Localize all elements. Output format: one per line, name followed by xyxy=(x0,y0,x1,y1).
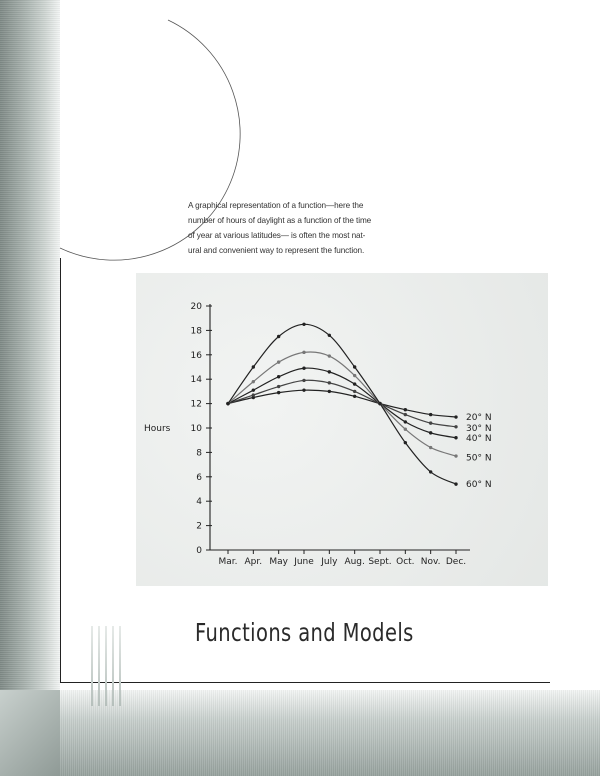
data-point xyxy=(429,470,432,473)
data-point xyxy=(353,374,356,377)
caption-line: ural and convenient way to represent the function. xyxy=(188,246,365,255)
data-point xyxy=(404,441,407,444)
data-point xyxy=(302,388,305,391)
data-point xyxy=(328,381,331,384)
y-tick-label: 4 xyxy=(196,497,202,508)
data-point xyxy=(226,402,229,405)
x-tick-label: May xyxy=(269,557,288,567)
series-line xyxy=(228,390,456,417)
series-label: 50° N xyxy=(466,453,492,464)
caption-line: A graphical representation of a function—here the xyxy=(188,201,364,210)
data-point xyxy=(404,420,407,423)
x-tick-label: Sept. xyxy=(368,557,392,567)
y-tick-label: 8 xyxy=(196,448,202,459)
data-point xyxy=(328,370,331,373)
series-line xyxy=(228,368,456,438)
data-point xyxy=(252,388,255,391)
figure-caption xyxy=(188,198,388,258)
y-tick-label: 20 xyxy=(190,302,202,312)
y-tick-label: 0 xyxy=(196,546,202,556)
data-point xyxy=(353,382,356,385)
data-point xyxy=(277,375,280,378)
data-point xyxy=(302,323,305,326)
data-point xyxy=(302,379,305,382)
y-tick-label: 6 xyxy=(196,472,202,483)
data-point xyxy=(429,413,432,416)
data-point xyxy=(277,335,280,338)
data-point xyxy=(404,408,407,411)
series-line xyxy=(228,380,456,427)
data-point xyxy=(328,354,331,357)
data-point xyxy=(252,365,255,368)
data-point xyxy=(353,395,356,398)
series-label: 40° N xyxy=(466,433,492,444)
y-tick-label: 18 xyxy=(190,326,202,337)
data-point xyxy=(378,402,381,405)
daylight-chart xyxy=(136,273,548,586)
caption-line: number of hours of daylight as a function of the time xyxy=(188,216,372,225)
data-point xyxy=(429,421,432,424)
chapter-title: Functions and Models xyxy=(195,618,414,647)
daylight-chart-photo xyxy=(136,273,548,586)
x-tick-label: Oct. xyxy=(396,557,415,567)
data-point xyxy=(454,425,457,428)
data-point xyxy=(353,390,356,393)
data-point xyxy=(302,367,305,370)
data-point xyxy=(252,393,255,396)
data-point xyxy=(328,390,331,393)
data-point xyxy=(454,454,457,457)
x-tick-label: July xyxy=(321,557,338,567)
x-tick-label: Mar. xyxy=(218,557,238,567)
data-point xyxy=(302,351,305,354)
data-point xyxy=(454,436,457,439)
series-label: 20° N xyxy=(466,413,492,424)
decorative-stripes xyxy=(91,626,121,706)
data-point xyxy=(353,365,356,368)
series-label: 30° N xyxy=(466,423,492,434)
y-axis-label: Hours xyxy=(144,424,171,434)
x-tick-label: June xyxy=(294,557,314,567)
y-tick-label: 2 xyxy=(196,521,202,532)
data-point xyxy=(454,415,457,418)
y-tick-label: 10 xyxy=(190,424,202,434)
vertical-rule xyxy=(60,258,61,682)
data-point xyxy=(277,391,280,394)
series-line xyxy=(228,352,456,456)
caption-line: of year at various latitudes— is often the most nat- xyxy=(188,231,366,240)
data-point xyxy=(277,385,280,388)
data-point xyxy=(328,334,331,337)
y-tick-label: 14 xyxy=(190,375,202,386)
data-point xyxy=(404,413,407,416)
horizontal-rule xyxy=(60,682,550,683)
y-tick-label: 16 xyxy=(190,350,202,361)
data-point xyxy=(429,446,432,449)
x-tick-label: Aug. xyxy=(344,557,365,567)
data-point xyxy=(404,428,407,431)
data-point xyxy=(277,360,280,363)
x-tick-label: Nov. xyxy=(420,557,441,567)
data-point xyxy=(429,431,432,434)
x-tick-label: Dec. xyxy=(445,557,467,567)
data-point xyxy=(454,482,457,485)
series-line xyxy=(228,324,456,484)
y-tick-label: 12 xyxy=(190,399,202,410)
series-label: 60° N xyxy=(466,480,492,491)
data-point xyxy=(252,380,255,383)
x-tick-label: Apr. xyxy=(244,557,263,567)
